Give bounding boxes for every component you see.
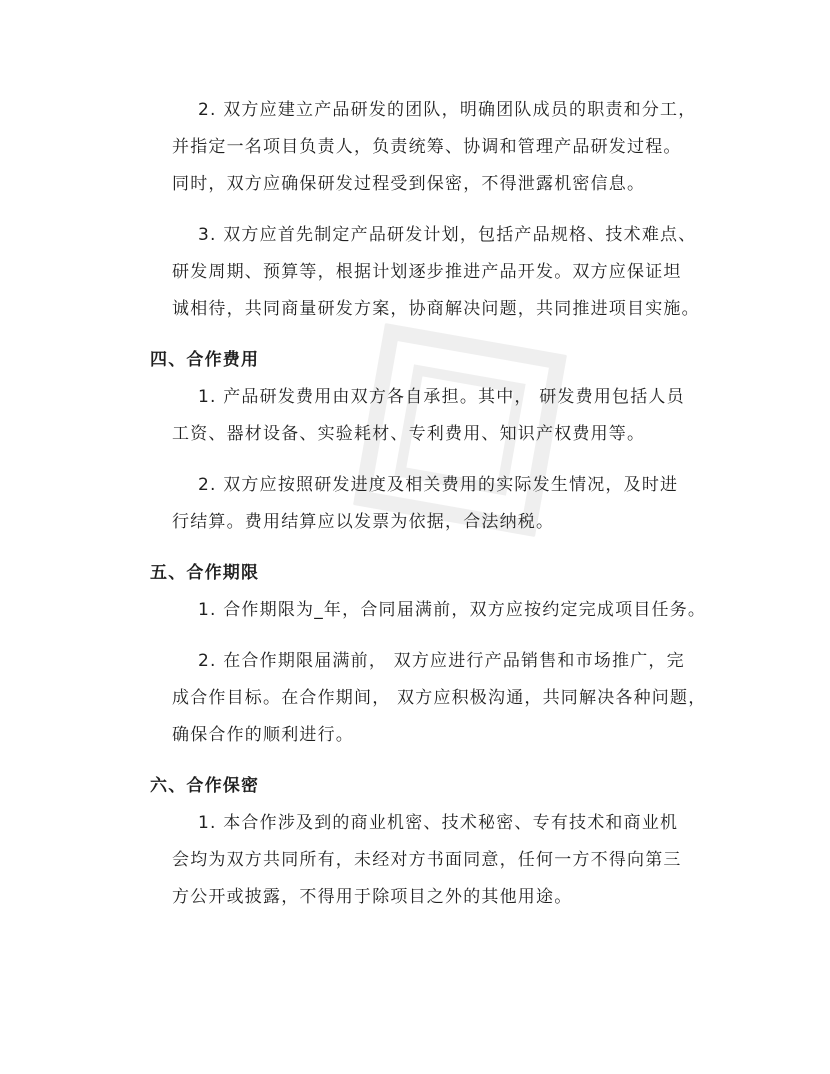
section5-item2-line1: 2. 在合作期限届满前， 双方应进行产品销售和市场推广，完 [198,651,685,671]
section3-item2-line3: 同时，双方应确保研发过程受到保密，不得泄露机密信息。 [172,174,646,194]
section4-heading: 四、合作费用 [150,350,260,370]
section4-item1-line1: 1. 产品研发费用由双方各自承担。其中， 研发费用包括人员 [198,387,685,407]
section5-heading: 五、合作期限 [150,563,260,583]
section4-item1-line2: 工资、器材设备、实验耗材、专利费用、知识产权费用等。 [172,424,646,444]
section3-item3-line3: 诚相待，共同商量研发方案，协商解决问题，共同推进项目实施。 [172,299,700,319]
section5-item2-line3: 确保合作的顺利进行。 [172,725,354,745]
section4-item2-line2: 行结算。费用结算应以发票为依据，合法纳税。 [172,512,555,532]
section3-item3-line1: 3. 双方应首先制定产品研发计划，包括产品规格、技术难点、 [198,225,697,245]
section4-item2-line1: 2. 双方应按照研发进度及相关费用的实际发生情况，及时进 [198,475,679,495]
section3-item2-line1: 2. 双方应建立产品研发的团队，明确团队成员的职责和分工， [198,100,697,120]
section5-item1-line1: 1. 合作期限为_年，合同届满前，双方应按约定完成项目任务。 [198,600,707,620]
section3-item3-line2: 研发周期、预算等，根据计划逐步推进产品开发。双方应保证坦 [172,262,682,282]
section6-item1-line3: 方公开或披露，不得用于除项目之外的其他用途。 [172,887,573,907]
section6-item1-line2: 会均为双方共同所有，未经对方书面同意，任何一方不得向第三 [172,850,682,870]
section5-item2-line2: 成合作目标。在合作期间， 双方应积极沟通，共同解决各种问题， [172,688,707,708]
section6-item1-line1: 1. 本合作涉及到的商业机密、技术秘密、专有技术和商业机 [198,813,679,833]
section3-item2-line2: 并指定一名项目负责人，负责统筹、协调和管理产品研发过程。 [172,137,682,157]
section6-heading: 六、合作保密 [150,776,260,796]
